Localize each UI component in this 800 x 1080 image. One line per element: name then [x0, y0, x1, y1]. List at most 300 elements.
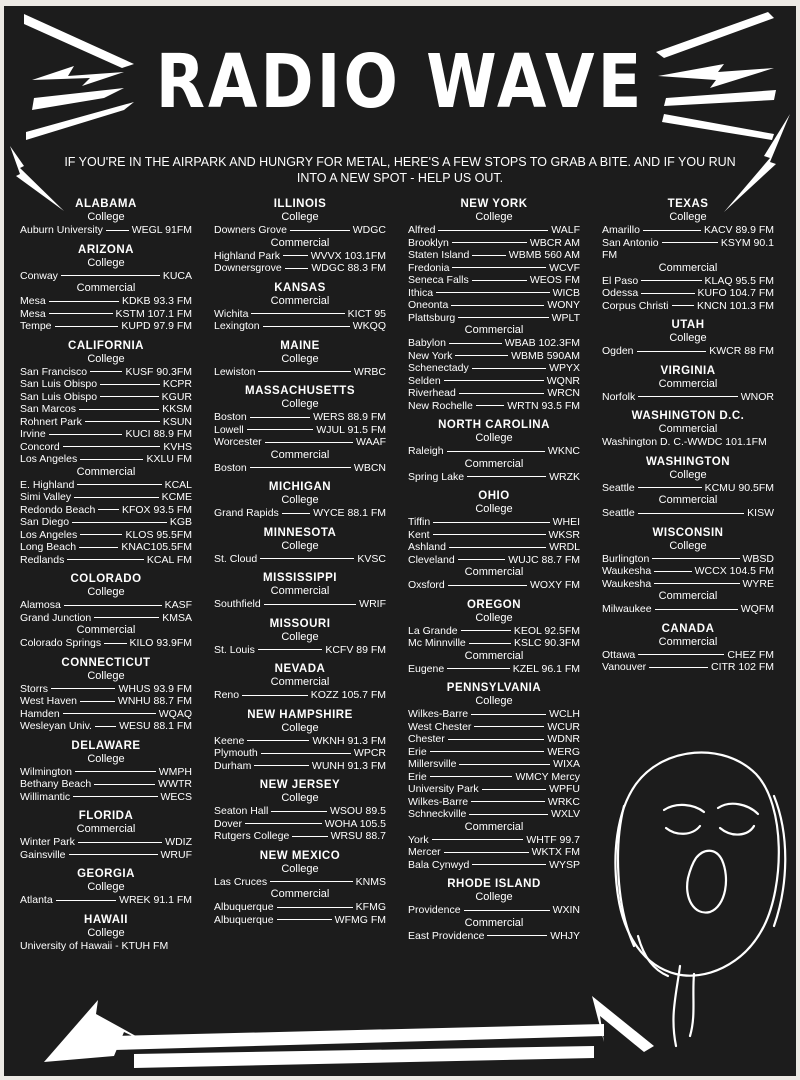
station-city: Plymouth [214, 747, 258, 759]
station-call-sign: WEOS FM [529, 274, 580, 286]
leader-line [245, 823, 322, 824]
leader-line [452, 242, 527, 243]
station-row [20, 529, 192, 542]
leader-line [436, 292, 549, 293]
station-row [20, 778, 192, 791]
station-row [214, 224, 386, 237]
leader-line [258, 649, 322, 650]
station-call-sign: WCUR [547, 720, 580, 733]
station-city: San Marcos [20, 403, 77, 415]
station-call-sign: WREK 91.1 FM [119, 894, 192, 906]
station-row [214, 320, 386, 333]
leader-line [474, 726, 544, 727]
station-row [408, 400, 580, 413]
station-city: Boston [214, 461, 247, 474]
station-call-sign: KUPD 97.9 FM [121, 320, 192, 332]
station-city: Rohnert Park [20, 415, 82, 428]
leader-line [90, 371, 122, 372]
station-city: Waukesha [602, 565, 652, 577]
station-city: Amarillo [602, 224, 640, 236]
station-city: Erie [408, 770, 427, 783]
station-call-sign: WICB [552, 286, 580, 299]
state-heading: WISCONSIN [652, 526, 724, 539]
column-1 [20, 198, 192, 952]
leader-line [476, 405, 504, 406]
station-row [408, 237, 580, 250]
state-heading: FLORIDA [78, 810, 134, 822]
station-city: Boston [214, 411, 247, 423]
station-city: Los Angeles [20, 528, 78, 541]
station-city: Conway [20, 269, 58, 282]
station-row [408, 637, 580, 650]
station-city: York [408, 833, 429, 846]
station-city: Willimantic [20, 790, 71, 803]
category-label: College [87, 669, 125, 682]
state-section [602, 365, 774, 404]
station-city: Seaton Hall [214, 805, 269, 817]
station-call-sign: WIXA [553, 758, 580, 770]
station-row [408, 274, 580, 287]
station-city: San Francisco [20, 365, 88, 378]
category-label: Commercial [270, 294, 330, 307]
state-section [214, 779, 386, 843]
station-city: Mesa [20, 307, 46, 320]
category-label: College [281, 352, 319, 365]
category-label: College [281, 630, 319, 643]
station-row [214, 308, 386, 321]
station-city: Oneonta [408, 299, 449, 311]
leader-line [270, 881, 353, 882]
state-section [214, 198, 386, 275]
station-call-sign: WRUF [160, 848, 192, 861]
station-call-sign: WYRE [742, 577, 774, 590]
station-city: Wilkes-Barre [408, 795, 469, 808]
station-call-sign: KUFO 104.7 FM [697, 287, 774, 299]
leader-line [452, 267, 546, 268]
state-section [20, 198, 192, 237]
station-city: Schneckville [408, 808, 467, 820]
state-section [214, 527, 386, 566]
station-call-sign: WRBC [353, 365, 386, 378]
leader-line [283, 255, 308, 256]
station-row [602, 224, 774, 237]
leader-line [672, 305, 694, 306]
leader-line [285, 268, 309, 269]
station-row [214, 735, 386, 748]
station-city: Milwaukee [602, 603, 652, 615]
station-call-sign: KACV 89.9 FM [703, 224, 774, 236]
station-row [214, 760, 386, 773]
leader-line [649, 667, 708, 668]
leader-line [487, 935, 547, 936]
station-call-sign: WMCY Mercy [515, 770, 580, 783]
station-city: Ottawa [602, 648, 636, 661]
state-heading: MINNESOTA [263, 526, 337, 539]
station-city: Wilmington [20, 765, 72, 778]
leader-line [100, 384, 160, 385]
station-city: Long Beach [20, 541, 77, 553]
leader-line [469, 643, 511, 644]
station-city: Downers Grove [214, 224, 287, 236]
category-label: Commercial [464, 649, 524, 662]
category-label: College [475, 503, 513, 515]
station-call-sign: KCMU 90.5FM [704, 481, 774, 494]
column-3 [408, 198, 580, 942]
leader-line [49, 313, 113, 314]
leader-line [55, 326, 119, 327]
category-label: Commercial [658, 590, 718, 602]
station-row [214, 901, 386, 914]
station-row [214, 689, 386, 702]
station-row [408, 337, 580, 350]
station-city: Schenectady [408, 362, 469, 374]
station-city: Hamden [20, 707, 60, 720]
station-call-sign: WYCE 88.1 FM [313, 507, 386, 519]
category-label: College [669, 539, 707, 552]
station-row [20, 416, 192, 429]
station-city: University Park [408, 783, 479, 795]
leader-line [72, 522, 167, 523]
station-call-sign: WRCN [547, 387, 580, 399]
category-label: College [281, 539, 319, 552]
leader-line [654, 571, 691, 572]
station-row [408, 783, 580, 796]
leader-line [472, 280, 527, 281]
state-heading: RHODE ISLAND [447, 878, 541, 890]
leader-line [80, 701, 115, 702]
station-call-sign: KLOS 95.5FM [125, 528, 192, 541]
station-row [214, 805, 386, 818]
category-label: Commercial [270, 448, 330, 461]
leader-line [49, 434, 123, 435]
station-call-sign: KMSA [162, 611, 192, 624]
state-section [602, 198, 774, 312]
station-row [20, 554, 192, 567]
state-heading: COLORADO [70, 573, 142, 585]
leader-line [79, 409, 159, 410]
station-row [214, 914, 386, 927]
category-label: Commercial [76, 465, 136, 478]
station-city: Plattsburg [408, 311, 456, 324]
leader-line [77, 484, 161, 485]
category-label: College [475, 611, 513, 624]
leader-line [447, 668, 509, 669]
leader-line [638, 654, 724, 655]
state-heading: ALABAMA [75, 198, 137, 210]
station-row [20, 894, 192, 907]
station-call-sign: WXIN [552, 904, 580, 916]
station-city: Erie [408, 745, 427, 758]
state-section [214, 385, 386, 474]
station-city: Raleigh [408, 445, 444, 457]
station-row [214, 818, 386, 831]
state-heading: WASHINGTON D.C. [631, 410, 745, 422]
leader-line [444, 380, 544, 381]
station-row [408, 262, 580, 275]
leader-line [94, 784, 155, 785]
station-call-sign: WUNH 91.3 FM [311, 759, 386, 772]
state-heading: VIRGINIA [660, 364, 716, 377]
station-call-sign: KCAL FM [146, 553, 192, 566]
station-row [408, 930, 580, 943]
category-label: College [281, 862, 319, 875]
station-city: Alfred [408, 224, 436, 236]
state-heading: HAWAII [84, 913, 128, 926]
state-heading: NEW JERSEY [259, 779, 341, 791]
station-city: Bethany Beach [20, 778, 92, 790]
station-row [20, 683, 192, 696]
state-heading: MISSOURI [269, 617, 331, 630]
station-city: San Diego [20, 516, 70, 528]
station-row [20, 308, 192, 321]
station-row [214, 436, 386, 449]
station-city: Lewiston [214, 365, 256, 378]
station-city: Concord [20, 440, 60, 453]
state-heading: NEW MEXICO [259, 849, 341, 862]
station-city: Riverhead [408, 387, 456, 399]
leader-line [74, 497, 159, 498]
leader-line [94, 617, 159, 618]
station-call-sign: WQFM [740, 603, 774, 615]
station-row [602, 275, 774, 288]
category-label: Commercial [76, 823, 136, 835]
leader-line [254, 765, 309, 766]
station-city: Storrs [20, 682, 49, 695]
station-city: Cleveland [408, 553, 455, 566]
station-row [408, 249, 580, 262]
leader-line [449, 343, 502, 344]
state-section [214, 850, 386, 927]
state-section [602, 623, 774, 674]
station-call-sign: WWTR [158, 778, 192, 790]
leader-line [448, 585, 527, 586]
station-row [214, 553, 386, 566]
station-city: Selden [408, 374, 441, 387]
station-call-sign: WYSP [549, 858, 580, 871]
station-call-sign: WOHA 105.5 [324, 817, 386, 830]
state-section [214, 663, 386, 702]
lightning-bolt-icon [44, 996, 654, 1068]
state-section [20, 740, 192, 804]
leader-line [250, 417, 310, 418]
state-section [214, 481, 386, 520]
station-row [20, 504, 192, 517]
state-section [408, 878, 580, 942]
station-row [20, 940, 192, 953]
station-row [408, 299, 580, 312]
station-row [602, 287, 774, 300]
station-row [602, 661, 774, 674]
station-city: Colorado Springs [20, 637, 102, 649]
station-row [408, 554, 580, 567]
station-call-sign: WKNH 91.3 FM [312, 734, 386, 747]
state-section [602, 527, 774, 616]
leader-line [464, 910, 550, 911]
station-call-sign: WMPH [158, 765, 192, 778]
station-row [408, 362, 580, 375]
station-row [20, 224, 192, 237]
leader-line [459, 393, 544, 394]
station-call-sign: KSYM 90.1 [720, 236, 774, 249]
station-row [214, 250, 386, 263]
leader-line [250, 467, 351, 468]
station-row [214, 876, 386, 889]
station-row [20, 270, 192, 283]
leader-line [654, 583, 739, 584]
category-label: Commercial [270, 888, 330, 900]
station-call-sign: KNMS [355, 875, 386, 888]
station-city: Waukesha [602, 577, 652, 590]
station-row [408, 625, 580, 638]
station-row [408, 846, 580, 859]
leader-line [641, 293, 694, 294]
station-call-sign: KUCA [162, 269, 192, 282]
category-label: College [475, 695, 513, 707]
category-label: College [669, 332, 707, 344]
category-label: Commercial [270, 676, 330, 688]
station-call-sign: WDGC 88.3 FM [311, 262, 386, 274]
leader-line [482, 789, 546, 790]
station-city: Winter Park [20, 836, 75, 848]
leader-line [51, 688, 115, 689]
category-label: College [475, 432, 513, 444]
leader-line [73, 796, 157, 797]
station-row [408, 721, 580, 734]
station-city: Alamosa [20, 599, 61, 611]
station-city: Keene [214, 734, 245, 747]
category-label: Commercial [658, 635, 718, 648]
state-section [214, 282, 386, 333]
leader-line [277, 907, 353, 908]
category-label: Commercial [464, 457, 524, 470]
state-section [214, 572, 386, 611]
station-row [408, 312, 580, 325]
station-city: Washington D. C.-WWDC 101.1FM [602, 436, 767, 448]
station-city: Odessa [602, 287, 639, 299]
station-row [20, 378, 192, 391]
leader-line [467, 476, 546, 477]
category-label: Commercial [464, 324, 524, 336]
station-row [408, 904, 580, 917]
station-call-sign: KSTM 107.1 FM [115, 307, 192, 320]
state-heading: MASSACHUSETTS [244, 385, 355, 397]
station-city: Atlanta [20, 894, 53, 906]
state-heading: CALIFORNIA [68, 339, 144, 352]
state-heading: NORTH CAROLINA [438, 419, 550, 431]
station-call-sign: KFMG [355, 901, 386, 913]
station-row [20, 391, 192, 404]
station-city: Redondo Beach [20, 503, 96, 516]
station-row [20, 791, 192, 804]
leader-line [444, 852, 529, 853]
leader-line [61, 275, 160, 276]
state-section [408, 490, 580, 592]
station-call-sign: WBSD [742, 552, 774, 565]
leader-line [277, 919, 332, 920]
station-call-sign: WVVX 103.1FM [310, 249, 386, 262]
station-call-sign: WRKC [547, 795, 580, 808]
station-city: La Grande [408, 624, 458, 637]
station-row [408, 387, 580, 400]
radio-wave-page [4, 6, 796, 1076]
station-call-sign: WXLV [551, 808, 580, 820]
state-section [20, 657, 192, 733]
leader-line [78, 842, 162, 843]
station-row [602, 300, 774, 313]
station-city: San Luis Obispo [20, 390, 98, 403]
station-row [408, 859, 580, 872]
leader-line [459, 764, 550, 765]
station-call-sign: KISW [747, 507, 774, 519]
station-call-sign: KCME [161, 491, 192, 503]
state-heading: WASHINGTON [645, 455, 730, 468]
leader-line [271, 811, 327, 812]
category-label: College [87, 256, 125, 269]
station-call-sign: WCCX 104.5 FM [694, 565, 774, 577]
category-label: Commercial [464, 566, 524, 578]
station-city: Lowell [214, 423, 244, 436]
leader-line [265, 442, 353, 443]
station-city: Bala Cynwyd [408, 858, 470, 871]
category-label: Commercial [76, 624, 136, 636]
station-call-sign: KGB [169, 516, 192, 528]
station-city: East Providence [408, 929, 485, 942]
station-call-sign: KCAL [164, 478, 192, 491]
station-city: Albuquerque [214, 901, 274, 913]
station-call-sign: KOZZ 105.7 FM [310, 689, 386, 701]
station-call-sign: KUCI 88.9 FM [125, 428, 192, 440]
station-call-sign: KEOL 92.5FM [513, 624, 580, 637]
station-row [602, 553, 774, 566]
leader-line [63, 713, 156, 714]
station-row [20, 766, 192, 779]
station-row [20, 403, 192, 416]
station-call-sign: WPCR [353, 747, 386, 759]
state-section [214, 709, 386, 773]
station-call-sign: CITR 102 FM [710, 661, 774, 673]
category-label: College [475, 891, 513, 903]
state-heading: CANADA [661, 622, 715, 635]
leader-line [643, 230, 701, 231]
station-row [20, 479, 192, 492]
state-section [602, 456, 774, 520]
station-city: Wesleyan Univ. [20, 720, 92, 732]
station-city: Mc Minnville [408, 637, 466, 649]
station-call-sign: WJUL 91.5 FM [316, 423, 386, 436]
leader-line [282, 513, 310, 514]
category-label: Commercial [658, 494, 718, 506]
leader-line [447, 451, 545, 452]
station-city: Seneca Falls [408, 274, 469, 286]
station-row [20, 295, 192, 308]
category-label: Commercial [658, 261, 718, 274]
station-row [408, 375, 580, 388]
station-city: West Chester [408, 720, 472, 733]
state-heading: NEW YORK [460, 198, 528, 210]
station-row [408, 529, 580, 542]
station-row [602, 391, 774, 404]
station-call-sign: WSOU 89.5 [329, 805, 386, 817]
station-city: Tiffin [408, 516, 431, 528]
station-city: Mercer [408, 846, 441, 858]
station-row [214, 411, 386, 424]
state-heading: NEVADA [274, 663, 326, 675]
station-call-sign: WKTX FM [531, 846, 580, 858]
station-row [602, 436, 774, 449]
state-heading: MAINE [280, 339, 320, 352]
leader-line [638, 513, 744, 514]
station-call-sign: KZEL 96.1 FM [512, 662, 580, 675]
